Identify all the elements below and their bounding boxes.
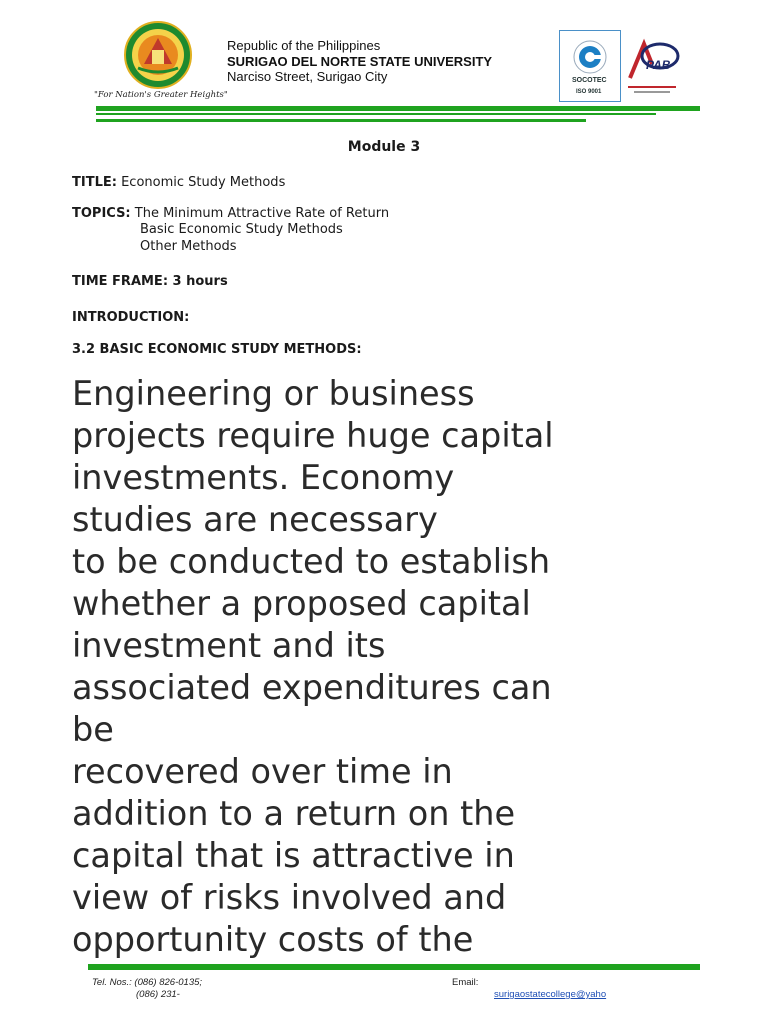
time-frame: TIME FRAME: 3 hours [72,274,228,289]
body-line: investments. Economy [72,458,455,497]
body-line: to be conducted to establish [72,542,551,581]
title-value: Economic Study Methods [121,175,286,190]
topic-item: The Minimum Attractive Rate of Return [134,206,390,221]
pab-label: PAB [646,58,671,72]
body-paragraph [72,373,712,961]
module-title: Module 3 [347,139,421,155]
university-motto: "For Nation's Greater Heights" [94,90,228,100]
topic-item: Basic Economic Study Methods [140,222,343,237]
body-line: studies are necessary [72,500,438,539]
body-line: recovered over time in [72,752,453,791]
body-line: opportunity costs of the [72,920,474,959]
university-seal-icon [108,20,208,90]
body-line: projects require huge capital [72,416,554,455]
socotec-certification-badge [559,30,621,102]
body-line: associated expenditures can [72,668,552,707]
topic-item: Other Methods [140,239,237,254]
introduction-heading: INTRODUCTION: [72,310,190,325]
header-rule-bottom [96,119,586,122]
republic-line: Republic of the Philippines [227,38,381,53]
footer-email-link[interactable]: surigaostatecollege@yaho [494,989,607,1000]
university-logo [94,20,228,106]
topics-label: TOPICS: [72,206,131,221]
footer-rule [88,964,700,970]
socotec-label: SOCOTEC [572,77,607,84]
university-name: SURIGAO DEL NORTE STATE UNIVERSITY [227,53,493,69]
header-rule-middle [96,113,656,115]
header-rule-top [96,106,700,111]
pab-accreditation-badge [622,34,682,100]
body-line: addition to a return on the [72,794,516,833]
body-line: be [72,710,114,749]
iso-label: ISO 9001 [576,89,602,95]
body-line: whether a proposed capital [72,584,531,623]
body-line: view of risks involved and [72,878,507,917]
title-row [72,175,285,191]
footer-telephone-second: (086) 231- [136,989,180,1000]
footer-telephone: Tel. Nos.: (086) 826-0135; [92,977,203,988]
topics-row [72,206,389,222]
letterhead-text [227,38,492,85]
title-label: TITLE: [72,175,117,190]
body-line: Engineering or business [72,374,475,413]
section-heading: 3.2 BASIC ECONOMIC STUDY METHODS: [72,342,362,357]
body-line: capital that is attractive in [72,836,515,875]
footer-email-label: Email: [452,977,479,988]
university-address: Narciso Street, Surigao City [227,69,388,84]
body-line: investment and its [72,626,386,665]
